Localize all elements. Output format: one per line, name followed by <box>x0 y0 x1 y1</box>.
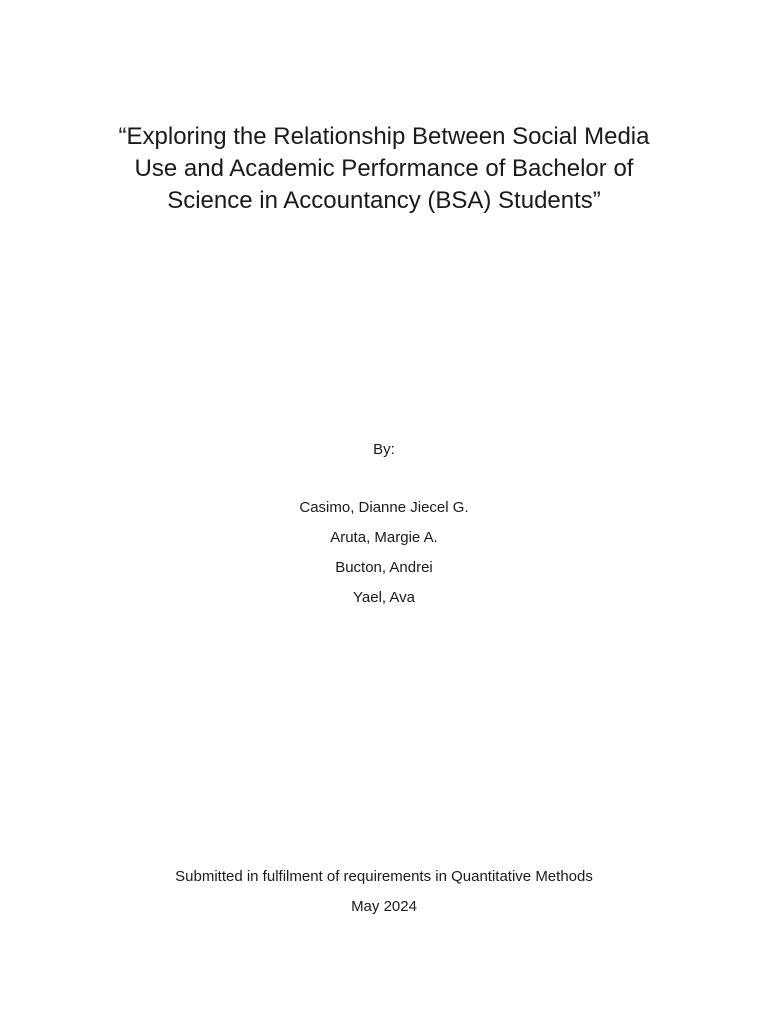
document-title <box>84 121 684 217</box>
author-list <box>0 499 768 619</box>
submission-note: Submitted in fulfilment of requirements in Quantitative Methods <box>175 868 593 885</box>
submission-date: May 2024 <box>351 898 417 915</box>
title-line-1: “Exploring the Relationship Between Social Media <box>118 123 650 150</box>
author-name: Casimo, Dianne Jiecel G. <box>299 499 469 516</box>
title-line-2: Use and Academic Performance of Bachelor of <box>134 155 634 182</box>
by-label: By: <box>373 441 395 458</box>
author-name: Yael, Ava <box>353 589 415 606</box>
author-name: Bucton, Andrei <box>335 559 433 576</box>
title-line-3: Science in Accountancy (BSA) Students” <box>167 187 601 214</box>
author-name: Aruta, Margie A. <box>330 529 438 546</box>
